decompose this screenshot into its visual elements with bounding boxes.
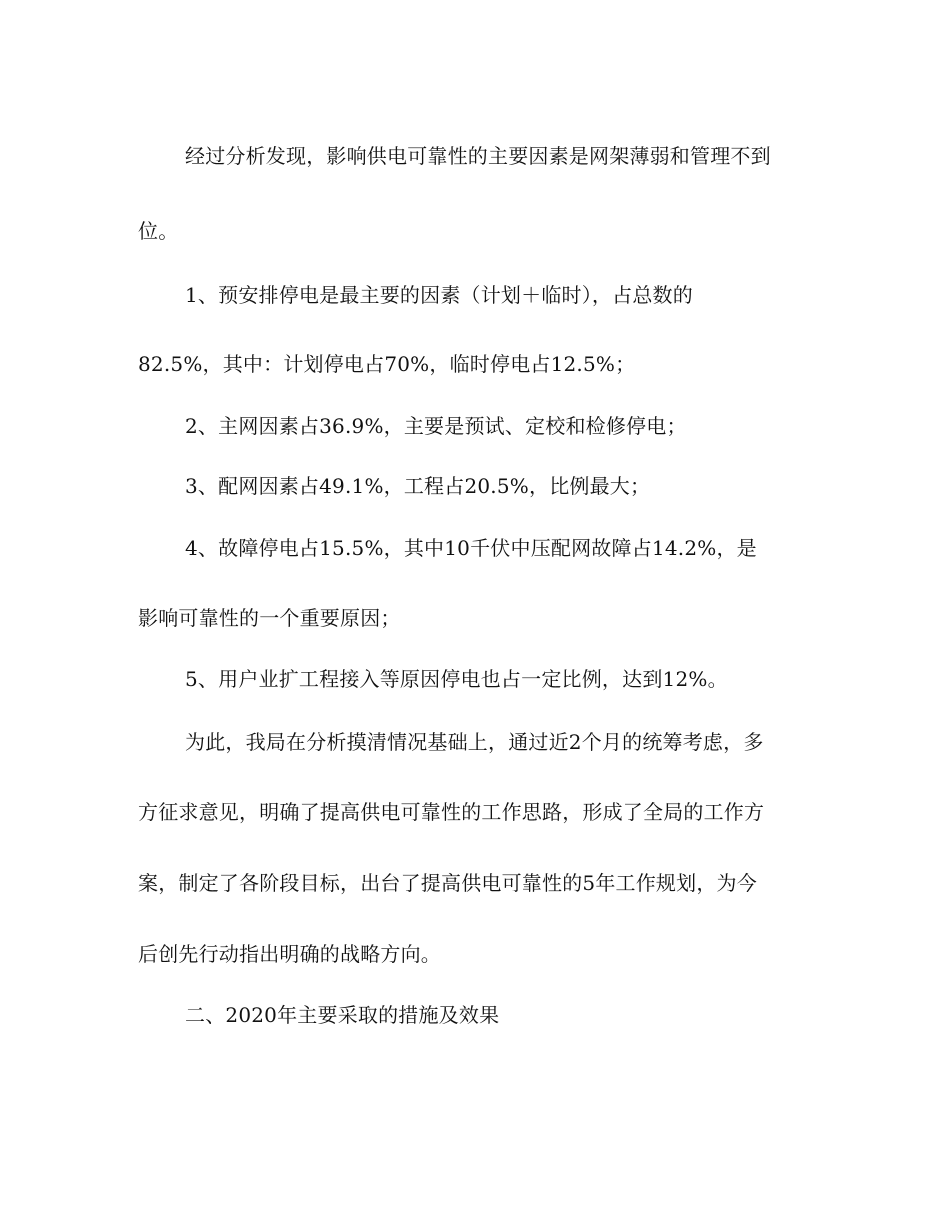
section-heading: 二、2020年主要采取的措施及效果 (185, 1003, 500, 1027)
list-item-line: 影响可靠性的一个重要原因； (138, 606, 401, 630)
paragraph-line: 后创先行动指出明确的战略方向。 (138, 942, 441, 966)
list-item-line: 4、故障停电占15.5%，其中10千伏中压配网故障占14.2%，是 (185, 536, 757, 560)
paragraph-line: 案，制定了各阶段目标，出台了提高供电可靠性的5年工作规划，为今 (138, 871, 757, 895)
paragraph-line: 经过分析发现，影响供电可靠性的主要因素是网架薄弱和管理不到 (185, 144, 771, 168)
paragraph-line: 为此，我局在分析摸清情况基础上，通过近2个月的统筹考虑，多 (185, 730, 764, 754)
list-item-line: 5、用户业扩工程接入等原因停电也占一定比例，达到12%。 (185, 667, 728, 691)
list-item-line: 2、主网因素占36.9%，主要是预试、定校和检修停电； (185, 414, 687, 438)
paragraph-line: 位。 (138, 219, 179, 243)
list-item-line: 1、预安排停电是最主要的因素（计划＋临时），占总数的 (185, 283, 693, 307)
paragraph-line: 方征求意见，明确了提高供电可靠性的工作思路，形成了全局的工作方 (138, 800, 765, 824)
list-item-line: 3、配网因素占49.1%，工程占20.5%，比例最大； (185, 474, 651, 498)
list-item-line: 82.5%，其中：计划停电占70%，临时停电占12.5%； (138, 352, 636, 376)
